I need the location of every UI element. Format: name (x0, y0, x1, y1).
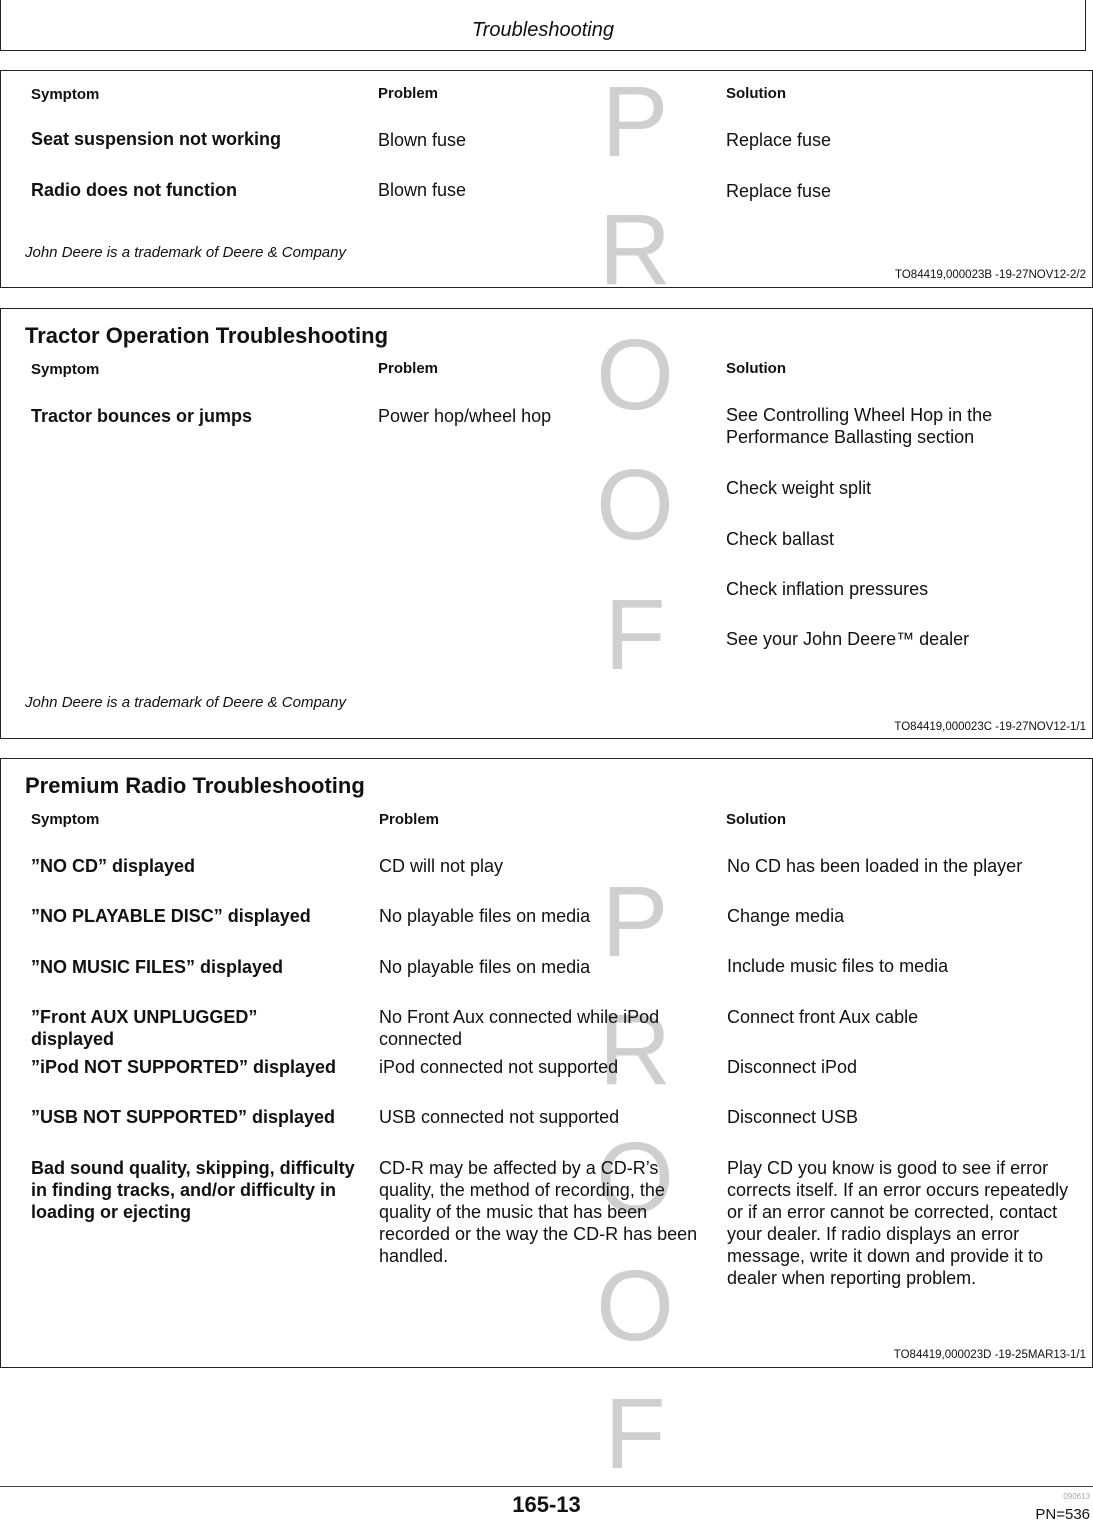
reference-code: TO84419,000023C -19-27NOV12-1/1 (894, 721, 1086, 733)
row-solution: Play CD you know is good to see if error corrects itself. If an error occurs repeatedly or if an error cannot be corrected, contact your dealer. If radio displays an error message, write it down and provide it to dealer when reporting problem. (727, 1158, 1069, 1288)
page-header (0, 0, 1086, 51)
section-premium-radio (0, 758, 1093, 1368)
row-problem: Power hop/wheel hop (378, 406, 552, 426)
row-solution: See Controlling Wheel Hop in the Performance Ballasting section (726, 405, 993, 447)
column-header-problem: Problem (378, 360, 439, 377)
column-header-symptom: Symptom (31, 811, 100, 828)
row-symptom: Radio does not function (31, 180, 237, 200)
row-solution: Change media (727, 906, 845, 926)
watermark-letter: O (596, 1250, 674, 1362)
row-symptom: ”USB NOT SUPPORTED” displayed (31, 1107, 336, 1127)
row-solution: See your John Deere™ dealer (726, 629, 970, 649)
row-problem: Blown fuse (378, 180, 467, 200)
row-solution: Replace fuse (726, 130, 832, 150)
footer-code: 090613 (1063, 1492, 1090, 1501)
section-continued (0, 66, 1093, 288)
row-problem: Blown fuse (378, 130, 467, 150)
watermark-letter: O (596, 319, 674, 431)
reference-code: TO84419,000023D -19-25MAR13-1/1 (893, 1349, 1086, 1361)
column-header-symptom: Symptom (31, 361, 100, 378)
column-header-solution: Solution (726, 85, 786, 102)
row-problem: CD will not play (379, 856, 504, 876)
column-header-solution: Solution (726, 360, 786, 377)
column-header-problem: Problem (379, 811, 440, 828)
watermark-letter: R (598, 994, 672, 1106)
row-solution: Check weight split (726, 478, 872, 498)
row-solution: Check ballast (726, 529, 835, 549)
page-number: 165-13 (512, 1492, 581, 1517)
row-symptom: ”NO PLAYABLE DISC” displayed (31, 906, 311, 926)
row-problem: No playable files on media (379, 957, 591, 977)
section-tractor-operation (0, 308, 1093, 739)
row-problem: CD-R may be affected by a CD-R’s quality, the method of recording, the quality of the music that has been recorded or the way the CD-R has been handled. (379, 1158, 698, 1266)
row-symptom: ”NO MUSIC FILES” displayed (31, 957, 284, 977)
row-solution: No CD has been loaded in the player (727, 856, 1023, 876)
row-symptom: Bad sound quality, skipping, difficulty in finding tracks, and/or difficulty in loading or ejecting (31, 1158, 355, 1222)
watermark-letter: P (601, 866, 669, 978)
reference-code: TO84419,000023B -19-27NOV12-2/2 (895, 269, 1086, 281)
header-title: Troubleshooting (472, 19, 614, 41)
row-solution: Check inflation pressures (726, 579, 929, 599)
column-header-problem: Problem (378, 85, 439, 102)
column-header-solution: Solution (726, 811, 786, 828)
row-symptom: ”Front AUX UNPLUGGED” displayed (31, 1007, 258, 1049)
section-title: Premium Radio Troubleshooting (25, 773, 365, 798)
watermark-letter: P (601, 66, 669, 178)
watermark-letter: O (596, 1122, 674, 1234)
section-title: Tractor Operation Troubleshooting (25, 323, 389, 348)
row-solution: Disconnect USB (727, 1107, 859, 1127)
trademark-note: John Deere is a trademark of Deere & Company (25, 694, 346, 711)
row-symptom: ”iPod NOT SUPPORTED” displayed (31, 1057, 337, 1077)
row-solution: Replace fuse (726, 181, 832, 201)
row-symptom: Tractor bounces or jumps (31, 406, 253, 426)
row-symptom: ”NO CD” displayed (31, 856, 196, 876)
watermark-letter: F (604, 579, 666, 691)
row-problem: USB connected not supported (379, 1107, 620, 1127)
footer-pn: PN=536 (1035, 1506, 1090, 1523)
watermark-letter: F (604, 1378, 666, 1490)
row-symptom: Seat suspension not working (31, 129, 282, 149)
row-problem: No playable files on media (379, 906, 591, 926)
watermark-letter: O (596, 449, 674, 561)
footer-divider (0, 1486, 1093, 1487)
row-solution: Include music files to media (727, 956, 949, 976)
row-solution: Connect front Aux cable (727, 1007, 919, 1027)
watermark-letter: R (598, 194, 672, 306)
row-problem: No Front Aux connected while iPod connected (379, 1007, 660, 1049)
trademark-note: John Deere is a trademark of Deere & Company (25, 244, 346, 261)
row-problem: iPod connected not supported (379, 1057, 619, 1077)
row-solution: Disconnect iPod (727, 1057, 858, 1077)
column-header-symptom: Symptom (31, 86, 100, 103)
